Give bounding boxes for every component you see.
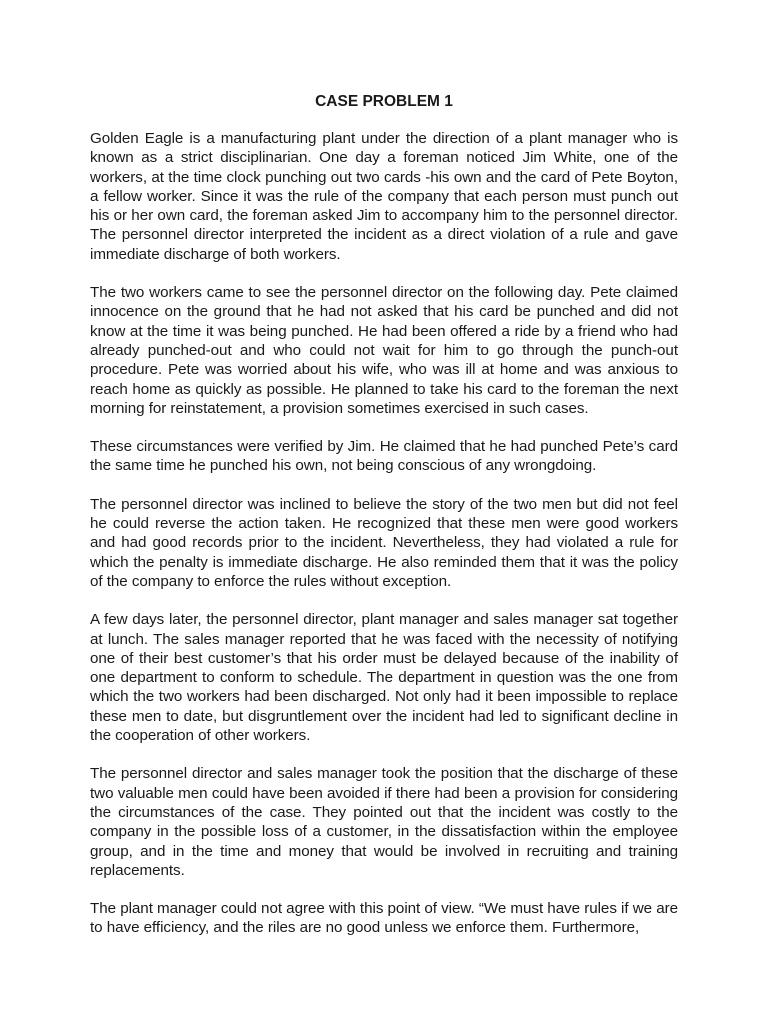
paragraph-3: These circumstances were verified by Jim. He claimed that he had punched Pete’s card the same time he punched his own, not being conscious of any wrongdoing. — [90, 438, 678, 475]
paragraph-5: A few days later, the personnel director, plant manager and sales manager sat together at lunch. The sales manager reported that he was faced with the necessity of notifying one of their best customer’s that his order must be delayed because of the inability of one department to conform to schedule. The department in question was the one from which the two workers had been discharged. Not only had it been impossible to replace these men to date, but disgruntlement over the incident had led to significant decline in the cooperation of other workers. — [90, 611, 678, 745]
paragraph-4: The personnel director was inclined to believe the story of the two men but did not feel he could reverse the action taken. He recognized that these men were good workers and had good records prior to the incident. Nevertheless, they had violated a rule for which the penalty is immediate discharge. He also reminded them that it was the policy of the company to enforce the rules without exception. — [90, 495, 678, 590]
document-title: CASE PROBLEM 1 — [315, 93, 453, 110]
paragraph-2: The two workers came to see the personnel director on the following day. Pete claimed innocence on the ground that he had not asked that his card be punched and did not know at the time it was being punched. He had been offered a ride by a friend who had already punched-out and who could not wait for him to go through the punch-out procedure. Pete was worried about his wife, who was ill at home and was anxious to reach home as quickly as possible. He planned to take his card to the foreman the next morning for reinstatement, a provision sometimes exercised in such cases. — [90, 284, 678, 417]
document-page — [90, 92, 678, 938]
paragraph-7: The plant manager could not agree with this point of view. “We must have rules if we are to have efficiency, and the riles are no good unless we enforce them. Furthermore, — [90, 900, 678, 937]
paragraph-1: Golden Eagle is a manufacturing plant under the direction of a plant manager who is known as a strict disciplinarian. One day a foreman noticed Jim White, one of the workers, at the time clock punching out two cards -his own and the card of Pete Boyton, a fellow worker. Since it was the rule of the company that each person must punch out his or her own card, the foreman asked Jim to accompany him to the personnel director. The personnel director interpreted the incident as a direct violation of a rule and gave immediate discharge of both workers. — [90, 130, 678, 263]
paragraph-6: The personnel director and sales manager took the position that the discharge of these two valuable men could have been avoided if there had been a provision for considering the circumstances of the case. They pointed out that the incident was costly to the company in the possible loss of a customer, in the dissatisfaction within the employee group, and in the time and money that would be involved in recruiting and training replacements. — [90, 765, 678, 879]
